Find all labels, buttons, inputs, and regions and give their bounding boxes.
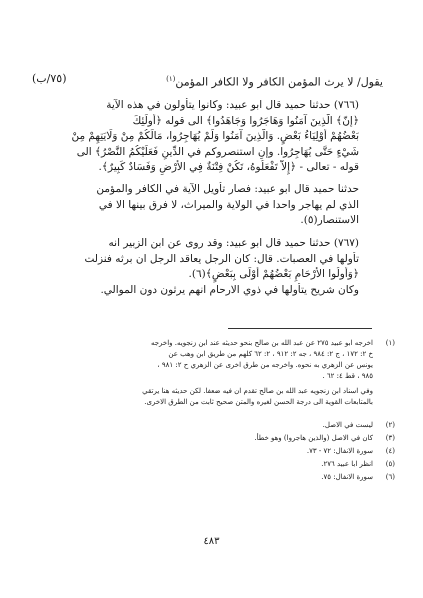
footnote-line: خ ٢: ١٧٢ ، ج ٢: ٩٨٤ ، جه ٢: ٩١٢ ، ٢: ٦٢ كلهم من طريق ابن وهب عن bbox=[168, 350, 373, 358]
footnote-number: (٦) bbox=[385, 473, 395, 481]
paragraph-766 bbox=[48, 98, 359, 176]
footnote-line: كان في الاصل (والذين هاجروا) وهو خطأ. bbox=[254, 434, 373, 442]
footnote-line: بالمتابعات القوية الى درجة الحسن لغيره والمتن صحيح ثابت من الطرق الاخرى. bbox=[144, 398, 373, 406]
text-line: قوله - تعالى - ﴿إِلاَّ تَفْعَلُوهُ، تَكُنْ فِتْنَةٌ فِي الأَرْضِ وَفَسَادٌ كَبِيرٌ﴾. bbox=[98, 161, 359, 173]
header-text-body: يقول/ لا يرث المؤمن الكافر ولا الكافر المؤمن bbox=[175, 75, 383, 89]
footnote-separator bbox=[228, 328, 372, 329]
footnote-line: ٩٨٥ ، قط ٤: ٦٢ . bbox=[322, 372, 373, 380]
paragraph-767 bbox=[48, 236, 359, 298]
text-line: بَعْضُهُمْ أَوْلِيَاءُ بَعْضٍ. وَالَّذِينَ آمَنُوا وَلَمْ يُهَاجِرُوا، مَالَكُمْ مِنْ وَلَايَتِهِمْ مِنْ bbox=[71, 130, 359, 142]
footnote-line: انظر ابا عبيد ٢٧٦. bbox=[321, 460, 373, 468]
footnote-number: (٣) bbox=[385, 434, 395, 442]
footnote-6 bbox=[48, 472, 395, 483]
manuscript-folio-marker: (٧٥/ب) bbox=[32, 72, 67, 85]
footnote-5 bbox=[48, 459, 395, 470]
running-header bbox=[24, 70, 399, 88]
text-line: تأولها في العصبات. قال: كان الرجل يعاقد الرجل ان برثه فنزلت bbox=[84, 252, 359, 265]
footnote-4 bbox=[48, 446, 395, 457]
text-line: الذي لم يهاجر واحدا في الولاية والميراث، لا فرق بينها الا في bbox=[98, 198, 359, 211]
footnote-line: يونس عن الزهري به نحوه. واخرجه من طرق اخرى عن الزهري ح ٢: ٩٨١ ، bbox=[157, 361, 373, 369]
footnote-line: ليست في الاصل. bbox=[322, 421, 373, 429]
page-number: ٤٨٣ bbox=[203, 536, 220, 547]
footnote-2 bbox=[48, 420, 395, 431]
text-line: ﴿وَأُولُوا الأَرْحَامِ بَعْضُهُمْ أَوْلَى بِبَعْضٍ﴾(٦). bbox=[188, 268, 359, 280]
footnote-line: سورة الانفال: ٧٥. bbox=[321, 473, 373, 481]
header-note-marker: (١) bbox=[166, 75, 176, 83]
text-line: الاستنصار(٥). bbox=[300, 214, 359, 226]
footnote-3 bbox=[48, 433, 395, 444]
footnote-number: (٥) bbox=[385, 460, 395, 468]
paragraph-commentary bbox=[48, 182, 359, 229]
text-line: ﴿إنّ﴾ الَّذِينَ آمَنُوا وَهَاجَرُوا وَجَاهَدُوا﴾ الى قوله ﴿أُولَئِكَ bbox=[132, 114, 359, 127]
footnote-text bbox=[48, 338, 373, 408]
footnote-number: (١) bbox=[385, 339, 395, 347]
text-line: (٧٦٦) حدثنا حميد قال ابو عبيد: وكانوا يتأولون في هذه الآية bbox=[106, 99, 359, 111]
footnote-1 bbox=[48, 338, 395, 408]
header-text bbox=[166, 70, 383, 92]
footnote-number: (٢) bbox=[385, 421, 395, 429]
text-line: وكان شريح يتأولها في ذوي الارحام انهم يرثون دون الموالي. bbox=[100, 283, 359, 296]
footnote-line: اخرجه ابو عبيد ٢٧٥ عن عبد الله بن صالح بنحو حديثه عند ابن زنجويه. واخرجه bbox=[150, 339, 373, 347]
text-line: شَيْءٍ حَتَّى يُهَاجِرُوا. وإنِ استنصروكم في الدِّينِ فَعَلَيْكُمُ النَّصْرُ﴾ الى bbox=[76, 145, 359, 158]
footnote-line: وفي اسناد ابن زنجويه عبد الله بن صالح تقدم ان فيه ضعفا. لكن حديثه هنا يرتقي bbox=[142, 387, 373, 395]
footnote-number: (٤) bbox=[385, 447, 395, 455]
footnote-line: سورة الانفال: ٧٢ - ٧٣. bbox=[306, 447, 373, 455]
text-line: (٧٦٧) حدثنا حميد قال ابو عبيد: وقد روى عن ابن الزبير انه bbox=[108, 237, 359, 249]
text-line: حدثنا حميد قال ابو عبيد: فصار تأويل الآية في الكافر والمؤمن bbox=[96, 183, 359, 195]
